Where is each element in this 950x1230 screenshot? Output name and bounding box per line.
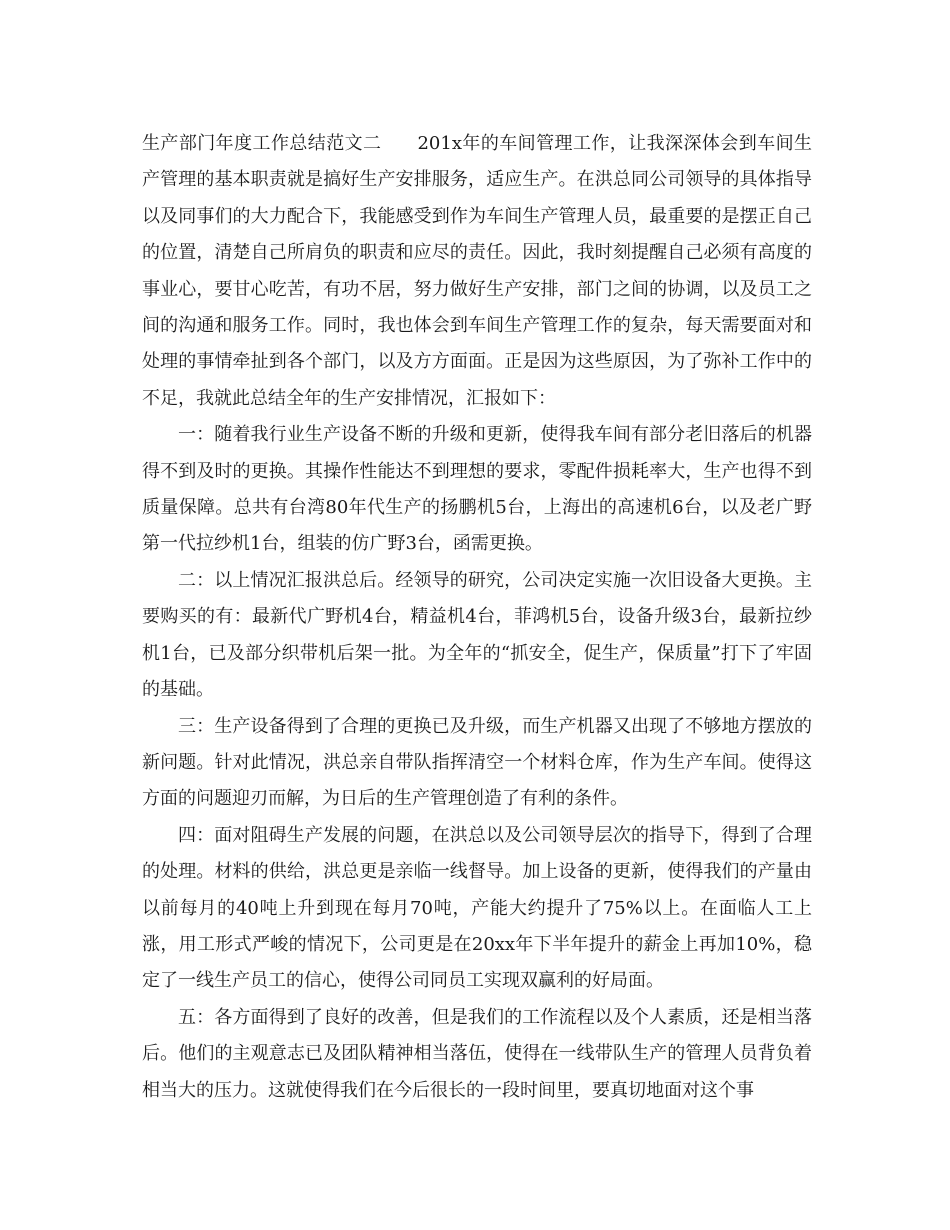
paragraph-1: 一：随着我行业生产设备不断的升级和更新，使得我车间有部分老旧落后的机器得不到及时的更换。其操作性能达不到理想的要求，零配件损耗率大，生产也得不到质量保障。总共有台湾80年代生产的扬鹏机5台，上海出的高速机6台，以及老广野第一代拉纱机1台，组装的仿广野3台，函需更换。 [142, 424, 812, 555]
paragraph-3: 三：生产设备得到了合理的更换已及升级，而生产机器又出现了不够地方摆放的新问题。针对此情况，洪总亲自带队指挥清空一个材料仓库，作为生产车间。使得这方面的问题迎刃而解，为日后的生产管理创造了有利的条件。 [142, 715, 812, 810]
paragraph-5: 五：各方面得到了良好的改善，但是我们的工作流程以及个人素质，还是相当落后。他们的主观意志已及团队精神相当落伍，使得在一线带队生产的管理人员背负着相当大的压力。这就使得我们在今后很长的一段时间里，要真切地面对这个事 [142, 1006, 812, 1101]
paragraph-4: 四：面对阻碍生产发展的问题，在洪总以及公司领导层次的指导下，得到了合理的处理。材料的供给，洪总更是亲临一线督导。加上设备的更新，使得我们的产量由以前每月的40吨上升到现在每月70吨，产能大约提升了75%以上。在面临人工上涨，用工形式严峻的情况下，公司更是在20xx年下半年提升的薪金上再加10%，稳定了一线生产员工的信心，使得公司同员工实现双赢利的好局面。 [142, 824, 812, 992]
document-body [142, 126, 812, 1109]
intro-paragraph [142, 126, 812, 417]
intro-text: 201x年的车间管理工作，让我深深体会到车间生产管理的基本职责就是搞好生产安排服务，适应生产。在洪总同公司领导的具体指导以及同事们的大力配合下，我能感受到作为车间生产管理人员，最重要的是摆正自己的位置，清楚自己所肩负的职责和应尽的责任。因此，我时刻提醒自己必须有高度的事业心，要甘心吃苦，有功不居，努力做好生产安排，部门之间的协调，以及员工之间的沟通和服务工作。同时，我也体会到车间生产管理工作的复杂，每天需要面对和处理的事情牵扯到各个部门，以及方方面面。正是因为这些原因，为了弥补工作中的不足，我就此总结全年的生产安排情况，汇报如下： [142, 133, 812, 409]
paragraph-2: 二：以上情况汇报洪总后。经领导的研究，公司决定实施一次旧设备大更换。主要购买的有：最新代广野机4台，精益机4台，菲鸿机5台，设备升级3台，最新拉纱机1台，已及部分织带机后架一批。为全年的“抓安全，促生产，保质量”打下了牢固的基础。 [142, 569, 812, 701]
document-title: 生产部门年度工作总结范文二 [142, 133, 382, 154]
